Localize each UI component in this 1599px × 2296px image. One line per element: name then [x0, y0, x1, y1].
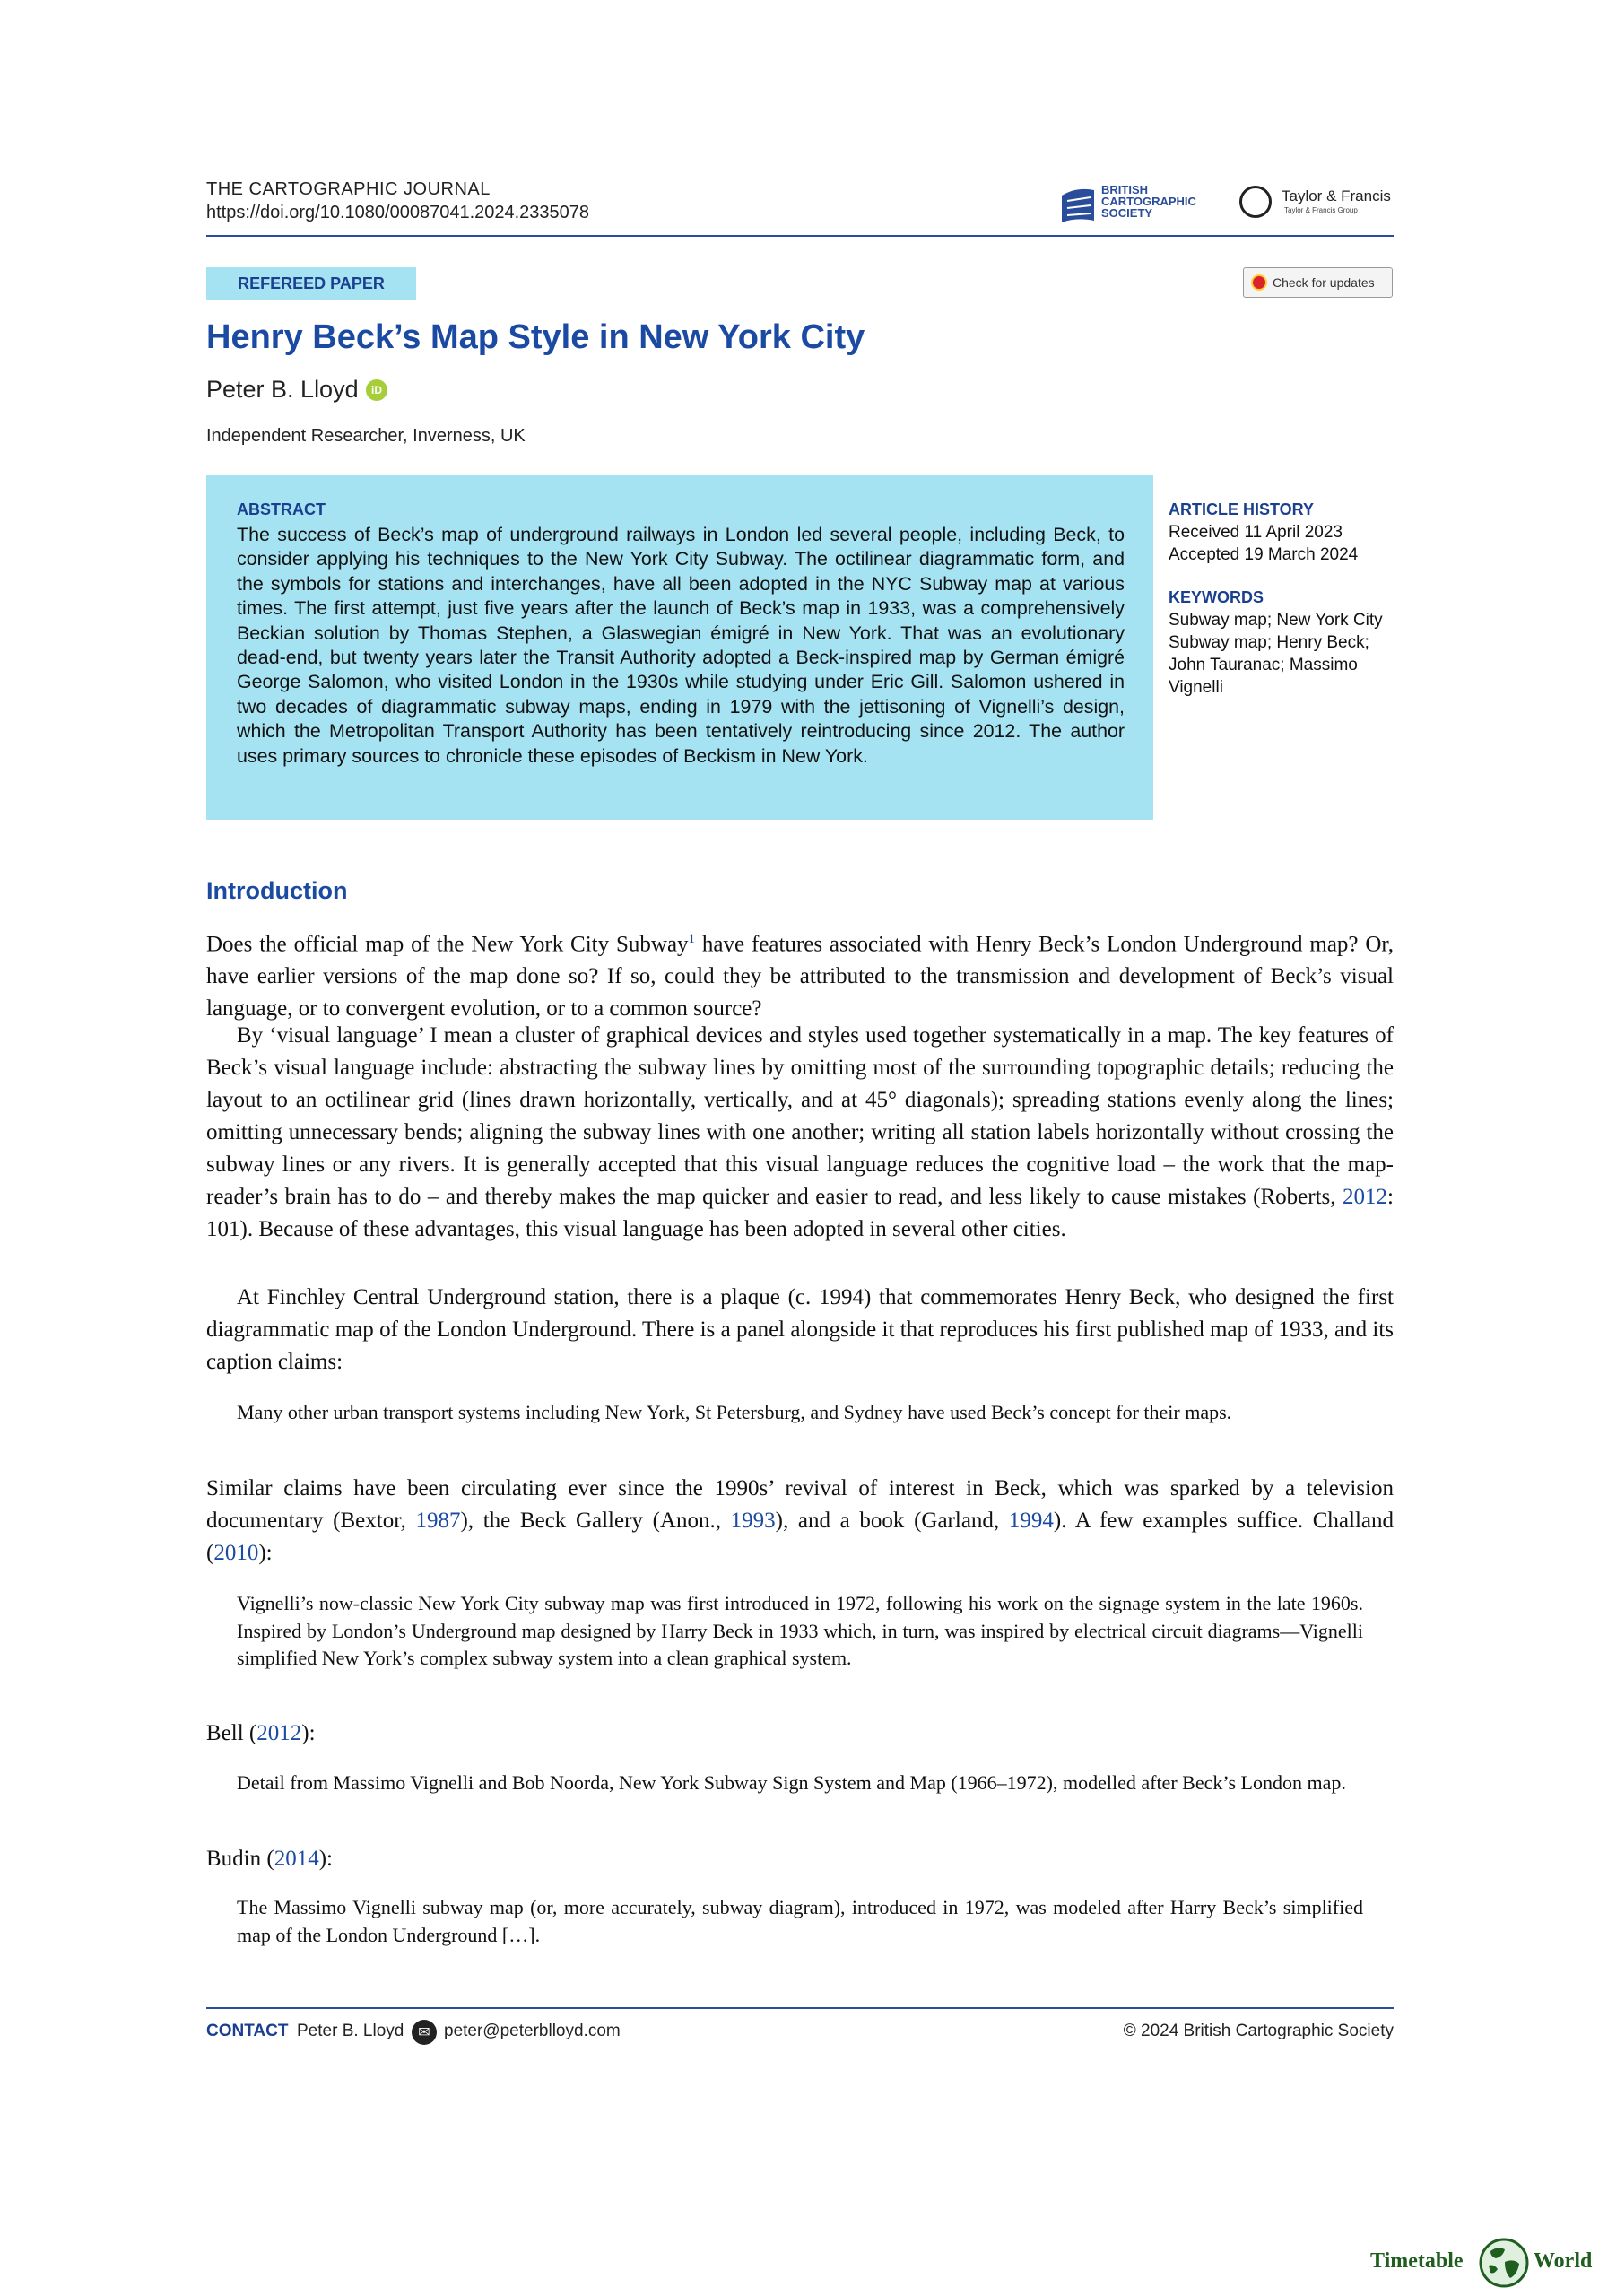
- check-updates-button[interactable]: [1243, 267, 1393, 298]
- text-span: ):: [301, 1721, 316, 1745]
- citation-link[interactable]: 1993: [730, 1509, 776, 1533]
- publisher-logo-icon: [1239, 186, 1272, 218]
- orcid-icon[interactable]: iD: [366, 379, 387, 401]
- abstract-heading: ABSTRACT: [237, 500, 326, 518]
- text-span: ):: [258, 1541, 273, 1565]
- article-history-heading: ARTICLE HISTORY: [1169, 500, 1315, 518]
- check-updates-label: Check for updates: [1273, 275, 1375, 290]
- footnote-ref[interactable]: 1: [688, 932, 696, 946]
- abstract-text: The success of Beck’s map of underground railways in London led several people, including Beck, to consider applying his techniques to the New York City Subway. The octilinear diagrammatic form, and the symbols for stations and interchanges, have all been adopted in the NYC Subway map at various times. The first attempt, just five years after the launch of Beck’s map in 1933, was a comprehensively Beckian solution by Thomas Stephen, a Glaswegian émigré in New York. That was an evolutionary dead-end, but twenty years later the Transit Authority adopted a Beck-inspired map by German émigré George Salomon, who visited London in the 1930s while studying under Eric Gill. Salomon ushered in two decades of diagrammatic subway maps, ending in 1979 with the jettisoning of Vignelli’s design, which the Metropolitan Transport Authority has been tentatively reintroducing since 2012. The author uses primary sources to chronicle these episodes of Beckism in New York.: [237, 524, 1125, 767]
- contact-name: Peter B. Lloyd: [297, 2022, 404, 2040]
- block-quote: Vignelli’s now-classic New York City subway map was first introduced in 1972, following his work on the signage system in the late 1960s. Inspired by London’s Underground map designed by Harry Beck in 1933 which, in turn, was inspired by electrical circuit diagrams—Vignelli simplified New York’s complex subway system into a clean graphical system.: [237, 1592, 1363, 1669]
- globe-icon: [1478, 2237, 1530, 2289]
- mail-icon: ✉: [412, 2020, 437, 2045]
- publisher-name: Taylor & Francis: [1282, 187, 1391, 204]
- block-quote: The Massimo Vignelli subway map (or, more accurately, subway diagram), introduced in 1972, was modeled after Harry Beck’s simplified map of the London Underground […].: [237, 1896, 1363, 1946]
- text-span: have features associated with Henry Beck’s London Underground map? Or, have earlier versions of the map done so? If so, could they be attributed to the transmission and development of Beck’s visual language, or to convergent evolution, or to a common source?: [206, 932, 1394, 1022]
- citation-intro-budin: [206, 1843, 1394, 1875]
- text-span: ), the Beck Gallery (Anon.,: [460, 1509, 731, 1533]
- publisher-group: Taylor & Francis Group: [1284, 206, 1358, 214]
- text-span: ), and a book (Garland,: [775, 1509, 1009, 1533]
- paper-type-badge: REFEREED PAPER: [206, 267, 416, 300]
- citation-link[interactable]: 1994: [1008, 1509, 1054, 1533]
- block-quote: Many other urban transport systems including New York, St Petersburg, and Sydney have used Beck’s concept for their maps.: [237, 1401, 1232, 1423]
- block-quote: Detail from Massimo Vignelli and Bob Noorda, New York Subway Sign System and Map (1966–1972), modelled after Beck’s London map.: [237, 1771, 1346, 1794]
- paragraph-1: [206, 923, 1394, 1025]
- text-span: Similar claims have been circulating ever since the 1990s’ revival of interest in Beck, which was sparked by a television documentary (Bextor,: [206, 1476, 1394, 1533]
- footer-divider: [206, 2007, 1394, 2009]
- paragraph-4: [206, 1473, 1394, 1570]
- header-divider: [206, 235, 1394, 237]
- received-date: Received 11 April 2023: [1169, 523, 1343, 542]
- copyright: © 2024 British Cartographic Society: [1123, 2022, 1394, 2040]
- text-span: By ‘visual language’ I mean a cluster of graphical devices and styles used together systematically in a map. The key features of Beck’s visual language include: abstracting the subway lines by omitting most of the surrounding topographic details; reducing the layout to an octilinear grid (lines drawn horizontally, vertically, and at 45° diagonals); spreading stations evenly along the lines; omitting unnecessary bends; aligning the subway lines with one another; writing all station labels horizontally without crossing the subway lines or any rivers. It is generally accepted that this visual language reduces the cognitive load – the work that the map-reader’s brain has to do – and thereby makes the map quicker and easier to read, and less likely to cause mistakes (Roberts,: [206, 1023, 1394, 1209]
- contact-email[interactable]: peter@peterblloyd.com: [444, 2022, 621, 2040]
- text-span: : 101). Because of these advantages, this visual language has been adopted in several other cities.: [206, 1185, 1394, 1241]
- text-span: Budin (: [206, 1847, 274, 1871]
- text-span: Does the official map of the New York City Subway: [206, 932, 689, 957]
- citation-link[interactable]: 2012: [1343, 1185, 1388, 1209]
- society-logo-text: [1101, 184, 1196, 219]
- affiliation: Independent Researcher, Inverness, UK: [206, 426, 526, 446]
- citation-intro-bell: [206, 1718, 1394, 1750]
- accepted-date: Accepted 19 March 2024: [1169, 545, 1359, 564]
- paragraph-2: [206, 1020, 1394, 1246]
- society-logo-line: BRITISH: [1101, 183, 1148, 196]
- keywords-heading: KEYWORDS: [1169, 588, 1264, 606]
- author-name[interactable]: Peter B. Lloyd: [206, 376, 359, 403]
- citation-link[interactable]: 1987: [415, 1509, 461, 1533]
- watermark-text: Timetable: [1370, 2249, 1464, 2273]
- watermark-text: World: [1534, 2249, 1593, 2273]
- doi-link[interactable]: https://doi.org/10.1080/00087041.2024.2335078: [206, 203, 590, 222]
- page-title: Henry Beck’s Map Style in New York City: [206, 318, 865, 356]
- citation-link[interactable]: 2012: [256, 1721, 302, 1745]
- text-span: Bell (: [206, 1721, 257, 1745]
- society-logo-line: SOCIETY: [1101, 206, 1153, 220]
- society-logo-line: CARTOGRAPHIC: [1101, 195, 1196, 208]
- keywords-list: Subway map; New York City Subway map; Henry Beck; John Tauranac; Massimo Vignelli: [1169, 611, 1383, 697]
- journal-name: THE CARTOGRAPHIC JOURNAL: [206, 179, 491, 199]
- crossmark-icon: [1251, 274, 1267, 291]
- contact-label: CONTACT: [206, 2022, 289, 2040]
- citation-link[interactable]: 2010: [213, 1541, 259, 1565]
- section-heading-introduction: Introduction: [206, 877, 348, 904]
- citation-link[interactable]: 2014: [274, 1847, 319, 1871]
- text-span: ). A few examples suffice. Challand (: [206, 1509, 1395, 1565]
- paragraph-3: At Finchley Central Underground station, there is a plaque (c. 1994) that commemorates Henry Beck, who designed the first diagrammatic map of the London Underground. There is a panel alongside it that reproduces his first published map of 1933, and its caption claims:: [206, 1285, 1394, 1374]
- text-span: ):: [318, 1847, 333, 1871]
